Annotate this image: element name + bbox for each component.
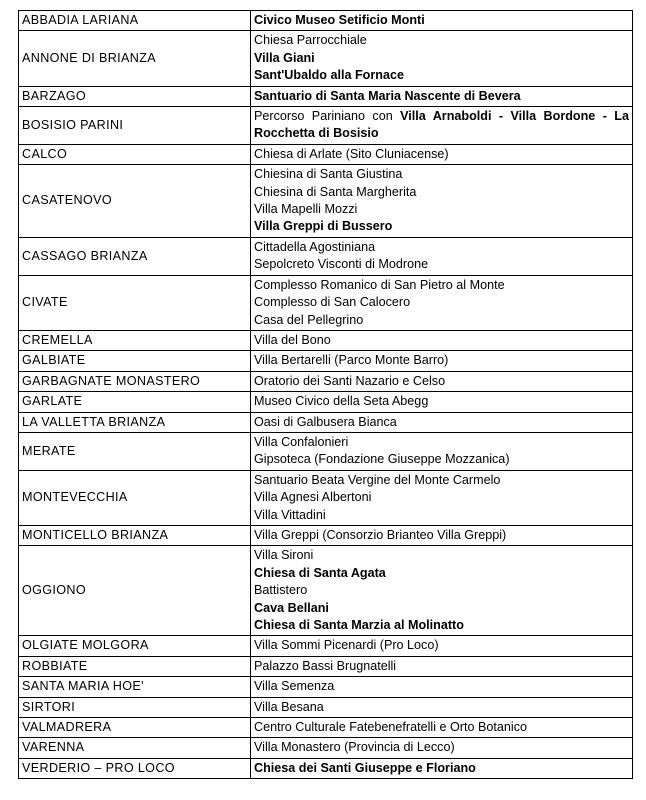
place-name: Villa Semenza: [254, 679, 335, 694]
place-name: Villa Besana: [254, 699, 324, 714]
table-row: [19, 237, 633, 275]
place-name: Villa Confalonieri: [254, 434, 349, 449]
town-cell: ANNONE DI BRIANZA: [19, 31, 251, 86]
town-cell: MONTEVECCHIA: [19, 470, 251, 525]
town-cell: BARZAGO: [19, 86, 251, 106]
town-cell: CASSAGO BRIANZA: [19, 237, 251, 275]
place-name: Villa Monastero (Provincia di Lecco): [254, 740, 455, 755]
town-cell: GALBIATE: [19, 351, 251, 371]
table-row: [19, 371, 633, 391]
table-row: [19, 392, 633, 412]
places-cell: [251, 86, 633, 106]
town-cell: GARLATE: [19, 392, 251, 412]
town-cell: GARBAGNATE MONASTERO: [19, 371, 251, 391]
places-cell: [251, 371, 633, 391]
place-name: Villa Agnesi Albertoni: [254, 490, 372, 505]
table-row: [19, 144, 633, 164]
place-name: Villa Sommi Picenardi (Pro Loco): [254, 638, 439, 653]
table-row: [19, 758, 633, 778]
town-cell: SANTA MARIA HOE': [19, 677, 251, 697]
table-row: [19, 470, 633, 525]
table-row: [19, 432, 633, 470]
place-name: Chiesina di Santa Margherita: [254, 184, 417, 199]
town-cell: VALMADRERA: [19, 718, 251, 738]
table-row: [19, 11, 633, 31]
place-name: Villa del Bono: [254, 332, 331, 347]
table-row: [19, 656, 633, 676]
town-cell: CREMELLA: [19, 330, 251, 350]
place-name: Casa del Pellegrino: [254, 312, 364, 327]
places-cell: [251, 107, 633, 145]
town-cell: OGGIONO: [19, 546, 251, 636]
table-row: [19, 165, 633, 238]
places-cell: [251, 432, 633, 470]
town-cell: ROBBIATE: [19, 656, 251, 676]
table-row: [19, 351, 633, 371]
places-cell: [251, 718, 633, 738]
place-name-segment: Percorso Pariniano con: [254, 109, 401, 124]
places-cell: [251, 330, 633, 350]
table-row: [19, 86, 633, 106]
place-name: Complesso di San Calocero: [254, 295, 411, 310]
place-name: Museo Civico della Seta Abegg: [254, 394, 429, 409]
place-name: Santuario Beata Vergine del Monte Carmelo: [254, 472, 501, 487]
place-name: Villa Greppi (Consorzio Brianteo Villa Greppi): [254, 527, 507, 542]
place-name: Sepolcreto Visconti di Modrone: [254, 257, 429, 272]
place-name: Villa Mapelli Mozzi: [254, 202, 358, 217]
table-row: [19, 718, 633, 738]
town-cell: CALCO: [19, 144, 251, 164]
place-name: Centro Culturale Fatebenefratelli e Orto Botanico: [254, 720, 528, 735]
place-name: Cava Bellani: [254, 600, 329, 615]
place-name: Cittadella Agostiniana: [254, 239, 376, 254]
table-row: [19, 636, 633, 656]
places-cell: [251, 412, 633, 432]
town-cell: SIRTORI: [19, 697, 251, 717]
places-cell: [251, 677, 633, 697]
place-name: Complesso Romanico di San Pietro al Monte: [254, 277, 505, 292]
sites-table: [18, 10, 633, 779]
place-name: Chiesa di Santa Agata: [254, 565, 386, 580]
places-cell: [251, 351, 633, 371]
place-name: Sant'Ubaldo alla Fornace: [254, 68, 404, 83]
places-cell: [251, 392, 633, 412]
town-cell: LA VALLETTA BRIANZA: [19, 412, 251, 432]
places-cell: [251, 697, 633, 717]
place-name: Chiesa Parrocchiale: [254, 33, 367, 48]
table-row: [19, 275, 633, 330]
places-cell: [251, 656, 633, 676]
places-cell: [251, 275, 633, 330]
table-row: [19, 525, 633, 545]
town-cell: CIVATE: [19, 275, 251, 330]
places-cell: [251, 237, 633, 275]
places-cell: [251, 525, 633, 545]
place-name: Battistero: [254, 583, 308, 598]
place-name: Villa Sironi: [254, 548, 314, 563]
place-name: Villa Giani: [254, 50, 315, 65]
place-name: Chiesa di Arlate (Sito Cluniacense): [254, 146, 449, 161]
place-name-bold-segment: Villa Arnaboldi - Villa Bordone - La Rocchetta di Bosisio: [254, 109, 630, 141]
town-cell: VERDERIO – PRO LOCO: [19, 758, 251, 778]
town-cell: MONTICELLO BRIANZA: [19, 525, 251, 545]
place-name: Gipsoteca (Fondazione Giuseppe Mozzanica): [254, 452, 510, 467]
place-name: Chiesina di Santa Giustina: [254, 167, 403, 182]
town-cell: CASATENOVO: [19, 165, 251, 238]
town-cell: ABBADIA LARIANA: [19, 11, 251, 31]
town-cell: OLGIATE MOLGORA: [19, 636, 251, 656]
places-cell: [251, 31, 633, 86]
places-cell: [251, 758, 633, 778]
places-cell: [251, 144, 633, 164]
places-cell: [251, 738, 633, 758]
place-name: Santuario di Santa Maria Nascente di Bevera: [254, 88, 521, 103]
places-cell: [251, 546, 633, 636]
town-cell: BOSISIO PARINI: [19, 107, 251, 145]
place-name: [254, 108, 629, 143]
places-cell: [251, 165, 633, 238]
table-row: [19, 697, 633, 717]
table-row: [19, 107, 633, 145]
place-name: Civico Museo Setificio Monti: [254, 13, 425, 27]
table-row: [19, 738, 633, 758]
town-cell: VARENNA: [19, 738, 251, 758]
place-name: Villa Bertarelli (Parco Monte Barro): [254, 353, 449, 368]
place-name: Chiesa di Santa Marzia al Molinatto: [254, 618, 464, 632]
town-cell: MERATE: [19, 432, 251, 470]
table-row: [19, 412, 633, 432]
place-name: Chiesa dei Santi Giuseppe e Floriano: [254, 760, 476, 775]
table-row: [19, 677, 633, 697]
places-cell: [251, 636, 633, 656]
place-name: Villa Greppi di Bussero: [254, 219, 393, 234]
table-row: [19, 31, 633, 86]
table-row: [19, 546, 633, 636]
place-name: Oasi di Galbusera Bianca: [254, 414, 397, 429]
place-name: Oratorio dei Santi Nazario e Celso: [254, 373, 446, 388]
sites-table-body: [19, 11, 633, 779]
table-row: [19, 330, 633, 350]
places-cell: [251, 470, 633, 525]
place-name: Villa Vittadini: [254, 507, 326, 522]
places-cell: [251, 11, 633, 31]
place-name: Palazzo Bassi Brugnatelli: [254, 658, 397, 673]
